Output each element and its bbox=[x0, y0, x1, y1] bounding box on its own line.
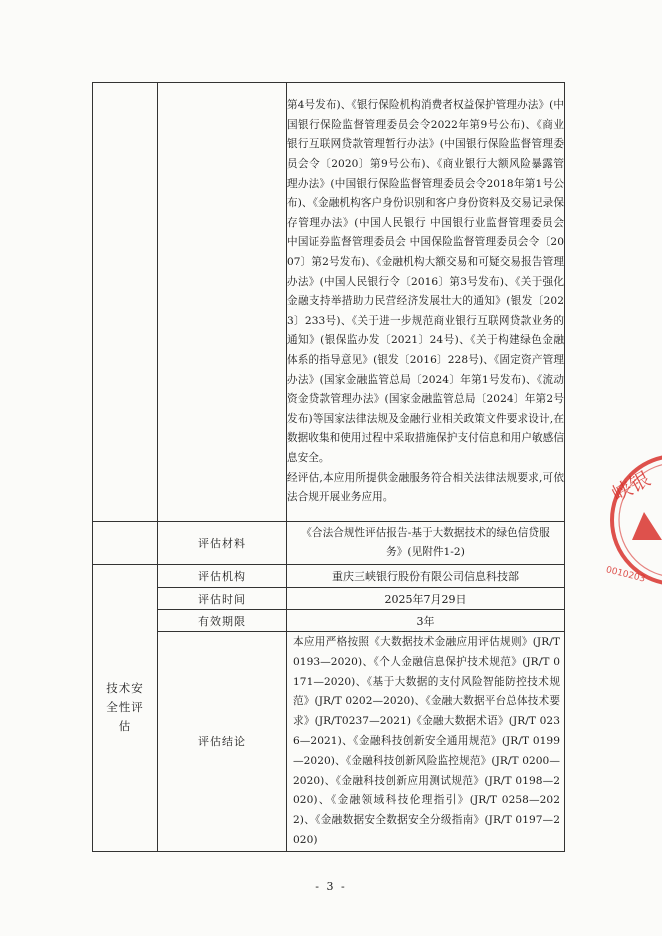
conclusion-text: 本应用严格按照《大数据技术金融应用评估规则》(JR/T 0193—2020)、《个人金融信息保护技术规范》(JR/T 0171—2020)、《基于大数据的支付风险智能防控技术规范》(JR/T 0202—2020)、《金融大数据平台总体技术要求》(JR/T0237—2021)《金融大数据术语》(JR/T 0236—2021)、《金融科技创新安全通用规范》(JR/T 0199—2020)、《金融科技创新风险监控规范》(JR/T 0200—2020)、《金融科技创新应用测试规范》(JR/T 0198—2020)、《金融领域科技伦理指引》(JR/T 0258—2022)、《金融数据安全数据安全分级指南》(JR/T 0197—2020) bbox=[287, 632, 565, 852]
evaluation-table bbox=[92, 82, 565, 852]
page-number: - 3 - bbox=[315, 880, 347, 893]
legal-conclusion-paragraph: 经评估,本应用所提供金融服务符合相关法律法规要求,可依法合规开展业务应用。 bbox=[287, 471, 564, 504]
materials-label: 评估材料 bbox=[158, 522, 287, 565]
materials-row bbox=[93, 522, 565, 565]
validity-value: 3年 bbox=[287, 610, 565, 632]
evaluation-time-row bbox=[93, 588, 565, 610]
seal-fragment-text: 峡银 bbox=[607, 466, 655, 507]
institution-row bbox=[93, 565, 565, 588]
institution-value: 重庆三峡银行股份有限公司信息科技部 bbox=[287, 565, 565, 588]
validity-label: 有效期限 bbox=[158, 610, 287, 632]
legal-compliance-text bbox=[287, 83, 565, 522]
evaluation-time-value: 2025年7月29日 bbox=[287, 588, 565, 610]
empty-section-cell bbox=[93, 83, 158, 522]
validity-row bbox=[93, 610, 565, 632]
conclusion-label: 评估结论 bbox=[158, 632, 287, 852]
tech-security-title: 技术安全性评估 bbox=[106, 681, 144, 734]
evaluation-time-label: 评估时间 bbox=[158, 588, 287, 610]
legal-basis-paragraph: 第4号发布)、《银行保险机构消费者权益保护管理办法》(中国银行保险监督管理委员会令2022年第9号公布)、《商业银行互联网贷款管理暂行办法》(中国银行保险监督管理委员会令〔2020〕第9号公布)、《商业银行大额风险暴露管理办法》(中国银行保险监督管理委员会令2018年第1号公布)、《金融机构客户身份识别和客户身份资料及交易记录保存管理办法》(中国人民银行 中国银行业监督管理委员会 中国证券监督管理委员会 中国保险监督管理委员会令〔2007〕第2号发布)、《金融机构大额交易和可疑交易报告管理办法》(中国人民银行令〔2016〕第3号发布)、《关于强化金融支持举措助力民营经济发展壮大的通知》(银发〔2023〕233号)、《关于进一步规范商业银行互联网贷款业务的通知》(银保监办发〔2021〕24号)、《关于构建绿色金融体系的指导意见》(银发〔2016〕228号)、《固定资产管理办法》(国家金融监管总局〔2024〕年第1号发布)、《流动资金贷款管理办法》(国家金融监管总局〔2024〕年第2号发布)等国家法律法规及金融行业相关政策文件要求设计,在数据收集和使用过程中采取措施保护支付信息和用户敏感信息安全。 bbox=[287, 99, 564, 464]
legal-compliance-row bbox=[93, 83, 565, 522]
tech-security-section-label bbox=[93, 565, 158, 852]
seal-star-icon bbox=[632, 512, 662, 540]
materials-value: 《合法合规性评估报告-基于大数据技术的绿色信贷服务》(见附件1-2) bbox=[287, 522, 565, 565]
official-seal-stamp bbox=[592, 440, 662, 600]
conclusion-row bbox=[93, 632, 565, 852]
seal-serial-text: 0010203 bbox=[604, 565, 647, 585]
empty-section-cell bbox=[93, 522, 158, 565]
empty-label-cell bbox=[158, 83, 287, 522]
institution-label: 评估机构 bbox=[158, 565, 287, 588]
